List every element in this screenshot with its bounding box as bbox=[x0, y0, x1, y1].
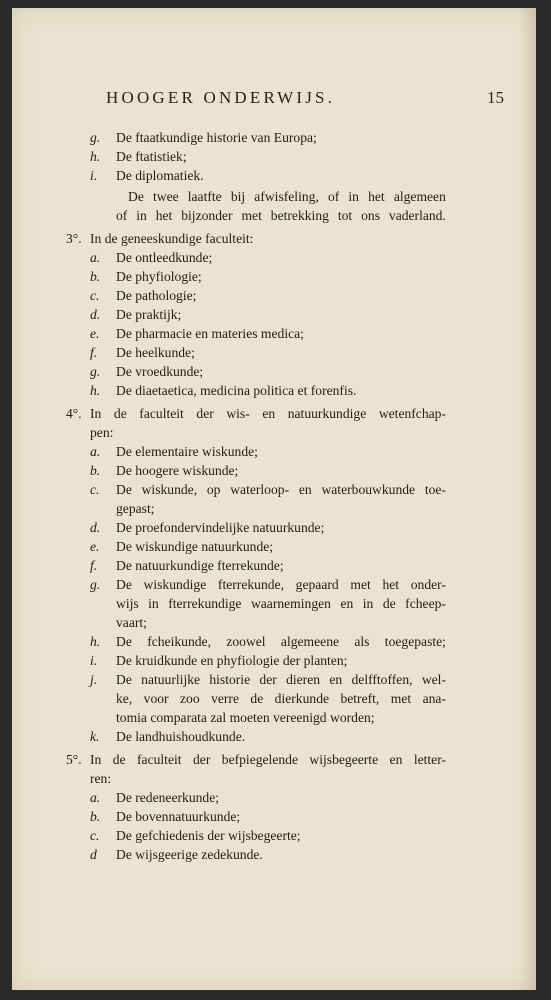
line-text: De redeneerkunde; bbox=[116, 790, 220, 805]
line-text: De diaetaetica, medicina politica et forenfis. bbox=[116, 383, 357, 398]
item-letter: b. bbox=[90, 269, 101, 284]
list-line bbox=[66, 807, 448, 826]
item-letter: g. bbox=[90, 577, 101, 592]
list-line bbox=[66, 613, 448, 632]
line-text: De pathologie; bbox=[116, 288, 197, 303]
line-text: gepast; bbox=[116, 501, 155, 516]
list-line bbox=[66, 343, 448, 362]
list-line bbox=[66, 187, 448, 206]
list-line bbox=[66, 651, 448, 670]
list-line bbox=[66, 480, 448, 499]
book-page bbox=[12, 8, 536, 990]
item-letter: a. bbox=[90, 444, 101, 459]
line-text: De natuurlijke historie der dieren en delfftoffen, wel- bbox=[116, 672, 446, 687]
list-line bbox=[66, 788, 448, 807]
line-text: De ontleedkunde; bbox=[116, 250, 213, 265]
list-line bbox=[66, 727, 448, 746]
list-line bbox=[66, 206, 448, 225]
line-text: De bovennatuurkunde; bbox=[116, 809, 241, 824]
line-text: De heelkunde; bbox=[116, 345, 195, 360]
item-letter: b. bbox=[90, 463, 101, 478]
list-line bbox=[66, 845, 448, 864]
list-line bbox=[66, 324, 448, 343]
item-letter: b. bbox=[90, 809, 101, 824]
list-line bbox=[66, 286, 448, 305]
item-letter: i. bbox=[90, 168, 98, 183]
line-text: De wijsgeerige zedekunde. bbox=[116, 847, 263, 862]
section-number: 3°. bbox=[66, 231, 82, 246]
line-text: De ftatistiek; bbox=[116, 149, 187, 164]
item-letter: a. bbox=[90, 790, 101, 805]
list-line bbox=[66, 826, 448, 845]
page-edge-shadow bbox=[518, 8, 536, 990]
item-letter: h. bbox=[90, 149, 101, 164]
item-letter: e. bbox=[90, 539, 100, 554]
line-text: De ftaatkundige historie van Europa; bbox=[116, 130, 317, 145]
list-line bbox=[66, 708, 448, 727]
line-text: De elementaire wiskunde; bbox=[116, 444, 258, 459]
line-text: pen: bbox=[90, 425, 114, 440]
page-header bbox=[106, 88, 506, 112]
list-line bbox=[66, 689, 448, 708]
line-text: De kruidkunde en phyfiologie der planten; bbox=[116, 653, 348, 668]
line-text: De fcheikunde, zoowel algemeene als toegepaste; bbox=[116, 634, 446, 649]
line-text: De hoogere wiskunde; bbox=[116, 463, 239, 478]
list-line bbox=[66, 305, 448, 324]
item-letter: c. bbox=[90, 288, 100, 303]
list-line bbox=[66, 128, 448, 147]
line-text: De natuurkundige fterrekunde; bbox=[116, 558, 284, 573]
line-text: De landhuishoudkunde. bbox=[116, 729, 246, 744]
list-line bbox=[66, 575, 448, 594]
list-line bbox=[66, 769, 448, 788]
list-line bbox=[66, 670, 448, 689]
item-letter: d bbox=[90, 847, 97, 862]
item-letter: g. bbox=[90, 130, 101, 145]
list-line bbox=[66, 147, 448, 166]
item-letter: h. bbox=[90, 383, 101, 398]
section-heading bbox=[66, 229, 448, 248]
list-line bbox=[66, 632, 448, 651]
line-text: In de faculteit der wis- en natuurkundige wetenfchap- bbox=[90, 406, 446, 421]
list-line bbox=[66, 556, 448, 575]
line-text: De proefondervindelijke natuurkunde; bbox=[116, 520, 325, 535]
item-letter: j. bbox=[90, 672, 98, 687]
list-line bbox=[66, 166, 448, 185]
section-heading bbox=[66, 750, 448, 769]
section-number: 4°. bbox=[66, 406, 82, 421]
line-text: vaart; bbox=[116, 615, 147, 630]
list-line bbox=[66, 537, 448, 556]
running-head: HOOGER ONDERWIJS. bbox=[106, 88, 336, 107]
line-text: ren: bbox=[90, 771, 112, 786]
list-line bbox=[66, 423, 448, 442]
list-line bbox=[66, 248, 448, 267]
item-letter: a. bbox=[90, 250, 101, 265]
line-text: tomia comparata zal moeten vereenigd worden; bbox=[116, 710, 375, 725]
item-letter: h. bbox=[90, 634, 101, 649]
item-letter: c. bbox=[90, 482, 100, 497]
line-text: De diplomatiek. bbox=[116, 168, 204, 183]
item-letter: e. bbox=[90, 326, 100, 341]
list-line bbox=[66, 362, 448, 381]
line-text: In de geneeskundige faculteit: bbox=[90, 231, 254, 246]
item-letter: c. bbox=[90, 828, 100, 843]
line-text: De wiskunde, op waterloop- en waterbouwkunde toe- bbox=[116, 482, 446, 497]
line-text: De vroedkunde; bbox=[116, 364, 204, 379]
line-text: In de faculteit der befpiegelende wijsbegeerte en letter- bbox=[90, 752, 446, 767]
list-line bbox=[66, 499, 448, 518]
section-number: 5°. bbox=[66, 752, 82, 767]
list-line bbox=[66, 461, 448, 480]
line-text: De wiskundige fterrekunde, gepaard met het onder- bbox=[116, 577, 446, 592]
line-text: of in het bijzonder met betrekking tot ons vaderland. bbox=[116, 208, 446, 223]
line-text: De gefchiedenis der wijsbegeerte; bbox=[116, 828, 301, 843]
item-letter: d. bbox=[90, 307, 101, 322]
line-text: De twee laatfte bij afwisfeling, of in het algemeen bbox=[128, 189, 446, 204]
line-text: De phyfiologie; bbox=[116, 269, 202, 284]
item-letter: d. bbox=[90, 520, 101, 535]
item-letter: k. bbox=[90, 729, 100, 744]
item-letter: f. bbox=[90, 345, 98, 360]
line-text: De pharmacie en materies medica; bbox=[116, 326, 304, 341]
page-body bbox=[66, 128, 448, 864]
list-line bbox=[66, 518, 448, 537]
list-line bbox=[66, 442, 448, 461]
item-letter: g. bbox=[90, 364, 101, 379]
item-letter: i. bbox=[90, 653, 98, 668]
list-line bbox=[66, 594, 448, 613]
line-text: De wiskundige natuurkunde; bbox=[116, 539, 274, 554]
line-text: De praktijk; bbox=[116, 307, 182, 322]
list-line bbox=[66, 381, 448, 400]
line-text: wijs in fterrekundige waarnemingen en in de fcheep- bbox=[116, 596, 446, 611]
list-line bbox=[66, 267, 448, 286]
item-letter: f. bbox=[90, 558, 98, 573]
section-heading bbox=[66, 404, 448, 423]
page-number: 15 bbox=[487, 88, 504, 107]
line-text: ke, voor zoo verre de dierkunde betreft, met ana- bbox=[116, 691, 446, 706]
